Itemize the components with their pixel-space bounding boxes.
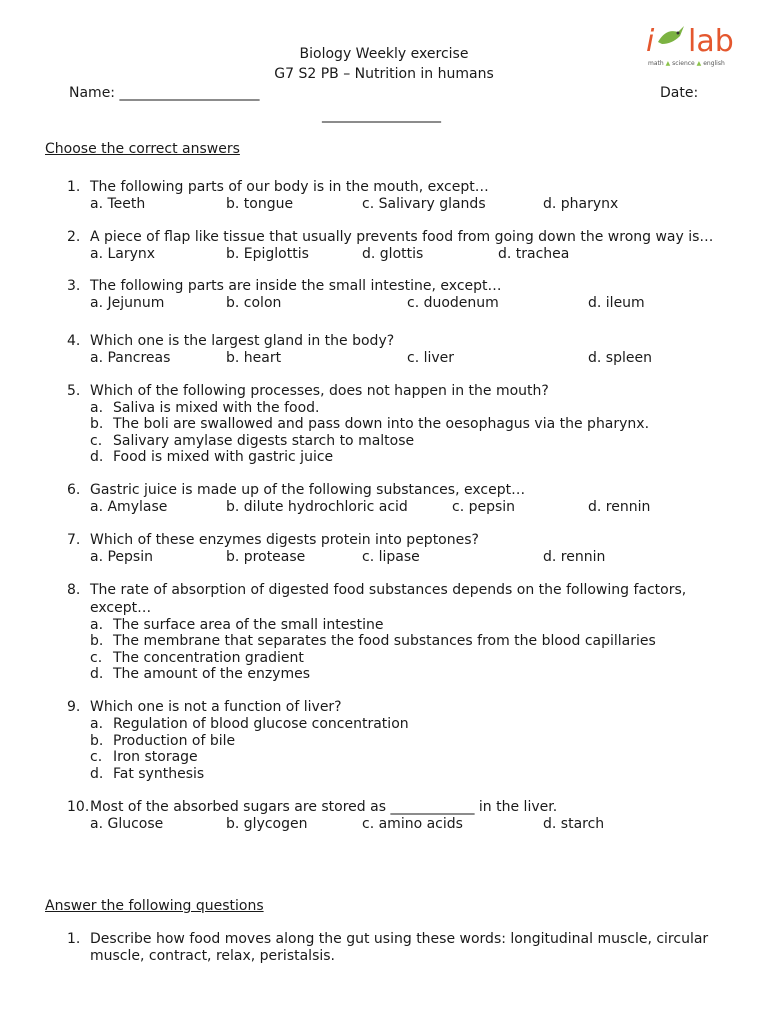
question-number: 4.	[67, 333, 81, 349]
option-d-letter: d.	[90, 666, 104, 682]
option-c-letter: c.	[90, 433, 103, 449]
tagline-separator-icon: ▲	[696, 60, 702, 67]
tagline-separator-icon: ▲	[665, 60, 671, 67]
tagline-math: math	[648, 60, 664, 67]
option-a: a. Teeth	[90, 196, 146, 212]
question-text: Describe how food moves along the gut using these words: longitudinal muscle, circular	[90, 931, 709, 947]
option-d: d. spleen	[588, 350, 652, 366]
option-a-text: The surface area of the small intestine	[113, 617, 384, 633]
option-c: c. amino acids	[362, 816, 463, 832]
tagline-science: science	[672, 60, 695, 67]
option-a-text: Regulation of blood glucose concentration	[113, 716, 409, 732]
date-label: Date:	[660, 85, 699, 101]
question-text-continued: muscle, contract, relax, peristalsis.	[90, 948, 335, 964]
option-d-letter: d.	[90, 766, 104, 782]
option-d-letter: d.	[90, 449, 104, 465]
question-number: 3.	[67, 278, 81, 294]
option-c-text: Iron storage	[113, 749, 198, 765]
option-b: b. colon	[226, 295, 282, 311]
tagline-english: english	[703, 60, 725, 67]
question-text: Which of these enzymes digests protein into peptones?	[90, 532, 479, 548]
option-c: c. lipase	[362, 549, 420, 565]
section-heading-multiple-choice: Choose the correct answers	[45, 141, 240, 157]
question-number: 5.	[67, 383, 81, 399]
option-b: b. heart	[226, 350, 282, 366]
option-a-letter: a.	[90, 617, 104, 633]
option-d-text: Fat synthesis	[113, 766, 205, 782]
worksheet-subtitle: G7 S2 PB – Nutrition in humans	[274, 66, 494, 82]
option-a-text: Saliva is mixed with the food.	[113, 400, 320, 416]
option-d-text: Food is mixed with gastric juice	[113, 449, 334, 465]
option-c-letter: c.	[90, 650, 103, 666]
option-d: d. pharynx	[543, 196, 619, 212]
question-text: The following parts of our body is in the mouth, except…	[90, 179, 489, 195]
logo-mark: i	[646, 24, 655, 59]
question-text: A piece of flap like tissue that usually prevents food from going down the wrong way is…	[90, 229, 714, 245]
date-blank: _________________	[322, 107, 441, 123]
question-number: 2.	[67, 229, 81, 245]
worksheet-title: Biology Weekly exercise	[299, 46, 469, 62]
question-text: Most of the absorbed sugars are stored as ____________ in the liver.	[90, 799, 558, 815]
question-number: 1.	[67, 179, 81, 195]
question-text-continued: except…	[90, 600, 152, 616]
option-b-text: Production of bile	[113, 733, 236, 749]
logo-word: lab	[688, 24, 734, 59]
name-field: Name: ____________________	[69, 85, 260, 101]
option-c-letter: c.	[90, 749, 103, 765]
option-a-letter: a.	[90, 716, 104, 732]
question-number: 10.	[67, 799, 90, 815]
option-b: b. protease	[226, 549, 306, 565]
option-a-letter: a.	[90, 400, 104, 416]
option-c: c. Salivary glands	[362, 196, 486, 212]
option-d: d. rennin	[543, 549, 606, 565]
option-d: d. trachea	[498, 246, 570, 262]
option-b-text: The boli are swallowed and pass down into the oesophagus via the pharynx.	[113, 416, 650, 432]
option-b-text: The membrane that separates the food substances from the blood capillaries	[113, 633, 656, 649]
option-b: b. Epiglottis	[226, 246, 309, 262]
question-number: 8.	[67, 582, 81, 598]
option-c: c. pepsin	[452, 499, 516, 515]
option-a: a. Glucose	[90, 816, 164, 832]
option-b: b. dilute hydrochloric acid	[226, 499, 408, 515]
option-a: a. Pancreas	[90, 350, 171, 366]
section-heading-short-answer: Answer the following questions	[45, 898, 264, 914]
option-c-text: Salivary amylase digests starch to maltose	[113, 433, 415, 449]
option-a: a. Pepsin	[90, 549, 153, 565]
option-d: d. starch	[543, 816, 605, 832]
option-b: b. tongue	[226, 196, 294, 212]
option-d-text: The amount of the enzymes	[113, 666, 310, 682]
question-number: 1.	[67, 931, 81, 947]
option-b-letter: b.	[90, 733, 104, 749]
option-d: d. ileum	[588, 295, 645, 311]
option-c: c. liver	[407, 350, 455, 366]
option-c: d. glottis	[362, 246, 424, 262]
question-number: 7.	[67, 532, 81, 548]
option-b-letter: b.	[90, 416, 104, 432]
question-text: The rate of absorption of digested food substances depends on the following factors,	[90, 582, 687, 598]
option-c-text: The concentration gradient	[113, 650, 304, 666]
option-b: b. glycogen	[226, 816, 308, 832]
question-text: Gastric juice is made up of the following substances, except…	[90, 482, 526, 498]
option-a: a. Jejunum	[90, 295, 165, 311]
option-b-letter: b.	[90, 633, 104, 649]
option-a: a. Larynx	[90, 246, 156, 262]
option-c: c. duodenum	[407, 295, 499, 311]
question-number: 6.	[67, 482, 81, 498]
option-a: a. Amylase	[90, 499, 168, 515]
question-text: Which one is the largest gland in the body?	[90, 333, 395, 349]
question-text: The following parts are inside the small intestine, except…	[90, 278, 502, 294]
option-d: d. rennin	[588, 499, 651, 515]
question-text: Which one is not a function of liver?	[90, 699, 342, 715]
question-text: Which of the following processes, does not happen in the mouth?	[90, 383, 549, 399]
question-number: 9.	[67, 699, 81, 715]
